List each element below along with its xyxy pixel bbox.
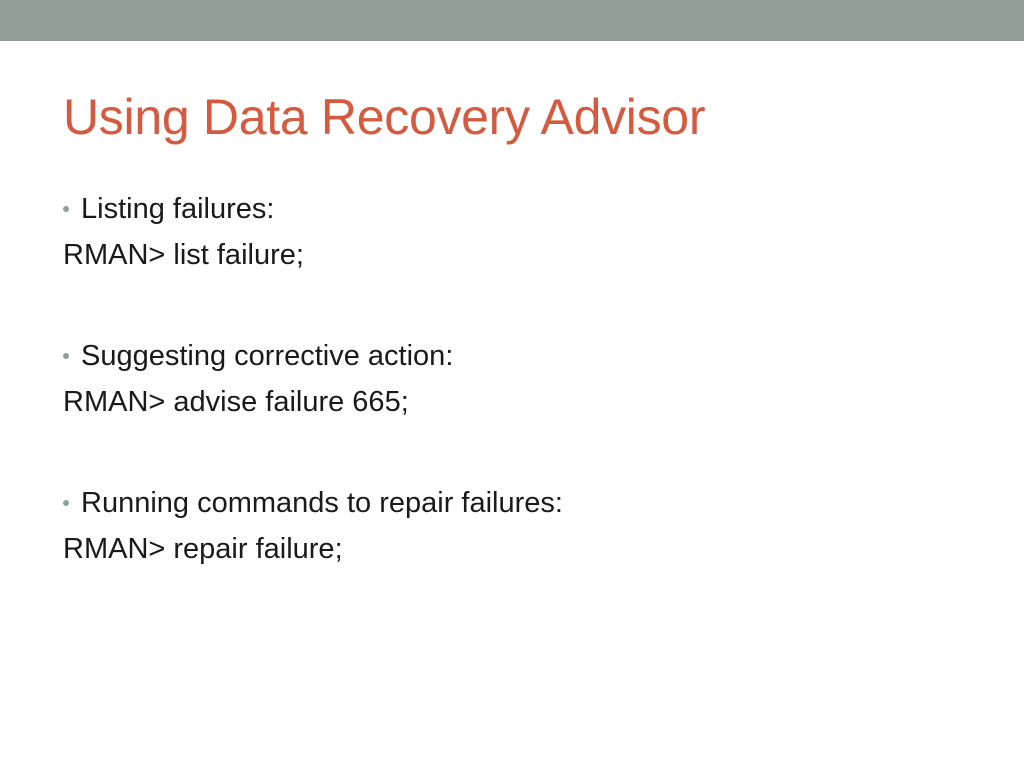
slide-title: Using Data Recovery Advisor bbox=[63, 89, 706, 145]
bullet-text: Listing failures: bbox=[81, 193, 275, 225]
item-group-repair bbox=[63, 480, 963, 572]
bullet-dot-icon bbox=[63, 353, 69, 359]
bullet-item bbox=[63, 333, 963, 379]
item-group-advise bbox=[63, 333, 963, 425]
item-group-listing bbox=[63, 186, 963, 278]
slide-content bbox=[63, 186, 963, 627]
bullet-text: Running commands to repair failures: bbox=[81, 487, 563, 519]
bullet-dot-icon bbox=[63, 206, 69, 212]
bullet-item bbox=[63, 480, 963, 526]
bullet-item bbox=[63, 186, 963, 232]
bullet-dot-icon bbox=[63, 500, 69, 506]
top-decorative-bar bbox=[0, 0, 1024, 41]
bullet-text: Suggesting corrective action: bbox=[81, 340, 454, 372]
command-text: RMAN> repair failure; bbox=[63, 533, 343, 565]
command-text: RMAN> list failure; bbox=[63, 239, 304, 271]
command-text: RMAN> advise failure 665; bbox=[63, 386, 409, 418]
